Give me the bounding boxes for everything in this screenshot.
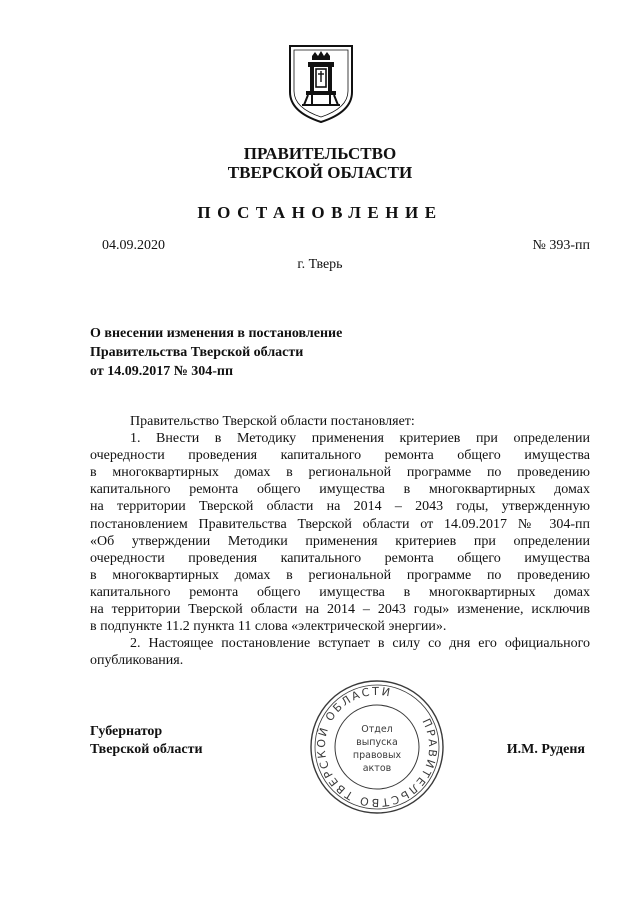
subject-line: Правительства Тверской области [90,345,304,360]
paragraph-line: «Об утверждении Методики применения критериев при определении [90,533,590,549]
paragraph-line: очередности проведения капитального ремонта общего имущества [90,448,590,464]
signer-title-line2: Тверской области [90,742,203,757]
organization-name-line2: ТВЕРСКОЙ ОБЛАСТИ [227,163,413,182]
paragraph-line: 1. Внести в Методику применения критериев при определении [130,431,590,447]
paragraph-line: постановлением Правительства Тверской области от 14.09.2017 № 304-пп [90,516,590,532]
official-stamp [308,678,446,816]
coat-of-arms-icon [286,42,356,124]
paragraph-line: на территории Тверской области на 2014 – 2043 годы, утвержденную [90,499,590,515]
paragraph-line: в подпункте 11.2 пункта 11 слова «электрической энергии». [90,619,447,635]
paragraph-line: в многоквартирных домах в региональной программе по проведению [90,567,590,583]
paragraph-line: опубликования. [90,653,184,669]
stamp-inner-line: Отдел [361,724,393,735]
stamp-inner-line: актов [362,763,392,774]
body-intro: Правительство Тверской области постановляет: [130,414,415,429]
document-body [90,413,590,669]
paragraph-2 [90,635,590,669]
organization-name-line1: ПРАВИТЕЛЬСТВО [243,144,397,163]
stamp-inner-line: правовых [352,750,402,761]
paragraph-line: 2. Настоящее постановление вступает в силу со дня его официального [130,636,590,652]
subject-line: О внесении изменения в постановление [90,326,343,341]
stamp-ring-text: ПРАВИТЕЛЬСТВО ТВЕРСКОЙ ОБЛАСТИ [314,684,440,810]
paragraph-line: капитального ремонта общего имущества в многоквартирных домах [90,584,590,600]
signer-title-line1: Губернатор [90,724,163,739]
paragraph-line: очередности проведения капитального ремонта общего имущества [90,550,590,566]
paragraph-line: капитального ремонта общего имущества в многоквартирных домах [90,482,590,498]
document-date: 04.09.2020 [102,238,165,253]
subject-line: от 14.09.2017 № 304-пп [90,364,234,379]
document-number: № 393-пп [532,238,590,253]
paragraph-line: в многоквартирных домах в региональной программе по проведению [90,465,590,481]
paragraph-line: на территории Тверской области на 2014 – 2043 годы» изменение, исключив [90,602,590,618]
document-type-title: ПОСТАНОВЛЕНИЕ [197,203,443,222]
stamp-inner-line: выпуска [356,737,398,748]
signer-name: И.М. Руденя [506,742,585,757]
paragraph-1 [90,430,590,635]
document-city: г. Тверь [297,257,343,272]
